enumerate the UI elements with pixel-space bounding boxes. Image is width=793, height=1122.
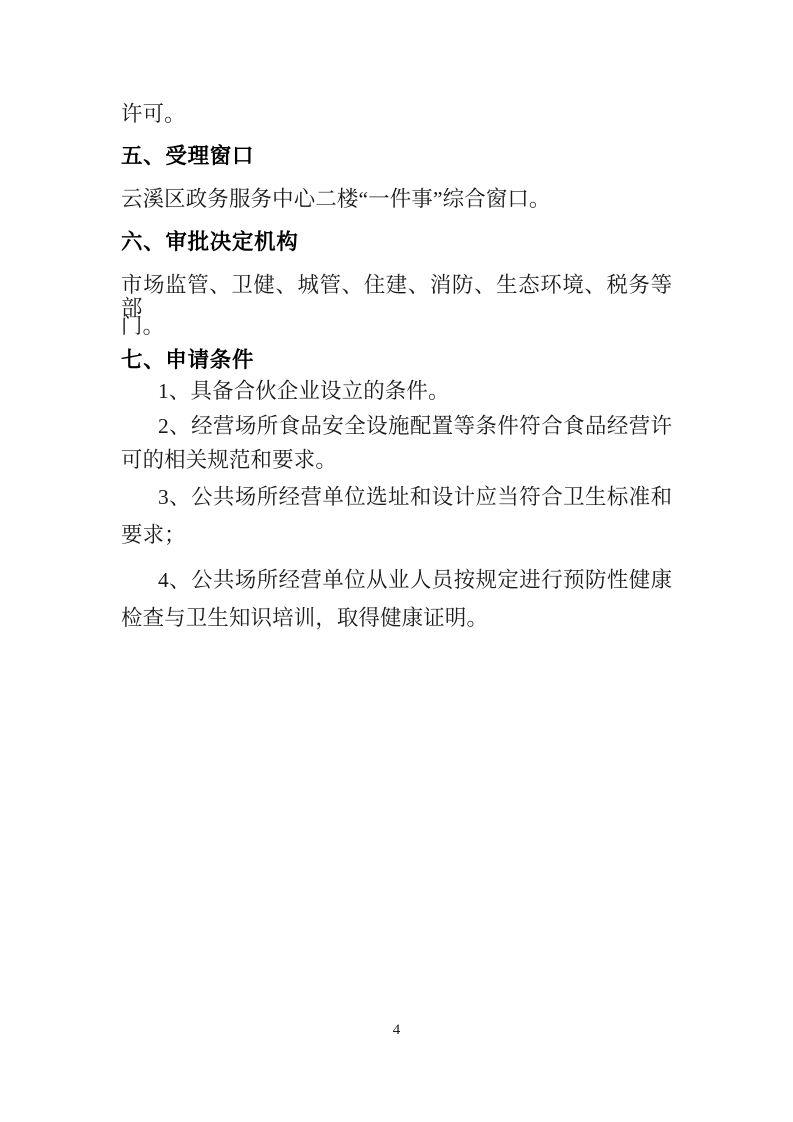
section-heading-acceptance-window: 五、受理窗口 (121, 144, 255, 168)
approval-authority-text-line-1: 市场监管、卫健、城管、住建、消防、生态环境、税务等部 (121, 273, 672, 320)
condition-item-3-line-1: 3、公共场所经营单位选址和设计应当符合卫生标准和 (158, 485, 672, 509)
acceptance-window-text-line: 云溪区政务服务中心二楼“一件事”综合窗口。 (121, 187, 551, 211)
condition-item-1-line: 1、具备合伙企业设立的条件。 (158, 379, 450, 403)
approval-authority-text-line-2: 门。 (121, 314, 165, 338)
page-number: 4 (392, 1022, 401, 1038)
section-heading-application-conditions: 七、申请条件 (121, 348, 255, 372)
condition-item-4-line-1: 4、公共场所经营单位从业人员按规定进行预防性健康 (158, 568, 672, 592)
section-heading-approval-authority: 六、审批决定机构 (121, 230, 299, 254)
condition-item-2-line-2: 可的相关规范和要求。 (121, 448, 337, 472)
condition-item-2-line-1: 2、经营场所食品安全设施配置等条件符合食品经营许 (158, 414, 672, 438)
condition-item-3-line-2: 要求； (121, 523, 186, 547)
condition-item-4-line-2: 检查与卫生知识培训，取得健康证明。 (121, 606, 489, 630)
paragraph-continuation-line: 许可。 (121, 102, 186, 126)
